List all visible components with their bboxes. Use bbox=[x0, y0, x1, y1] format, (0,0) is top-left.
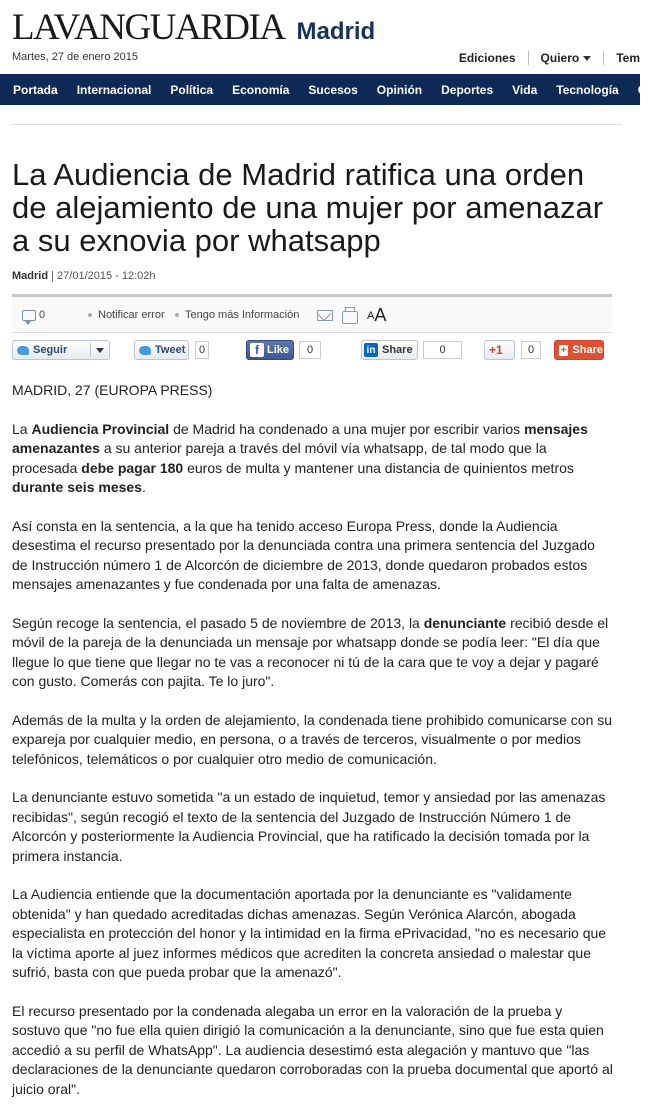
follow-button[interactable] bbox=[12, 340, 110, 360]
divider bbox=[12, 124, 622, 125]
dateline: MADRID, 27 (EUROPA PRESS) bbox=[12, 382, 213, 398]
nav-item-internacional[interactable]: Internacional bbox=[76, 82, 152, 97]
email-icon bbox=[317, 310, 333, 321]
email-button[interactable] bbox=[317, 310, 333, 321]
site-logo[interactable]: LAVANGUARDIA bbox=[12, 7, 285, 48]
linkedin-share-button[interactable] bbox=[361, 340, 418, 360]
paragraph-2: Así consta en la sentencia, a la que ha tenido acceso Europa Press, donde la Audiencia desestima el recurso presentado por la denunciada contra una primera sentencia del Juzgado de Instrucción número 1 de Alcorcón de diciembre de 2013, donde quedaron probados estos mensajes amenazantes y fue condenada por una falta de amenazas. bbox=[12, 517, 595, 593]
nav-item-portada[interactable]: Portada bbox=[13, 82, 58, 97]
twitter-icon bbox=[139, 346, 151, 355]
google-plus-icon: +1 bbox=[489, 343, 503, 357]
nav-item-politica[interactable]: Política bbox=[170, 82, 214, 97]
paragraph-4: Además de la multa y la orden de alejamiento, la condenada tiene prohibido comunicarse con su expareja por cualquier medio, en persona, o a través de terceros, visualmente o por medios telefónicos, telemáticos o por cualquier otro medio de comunicación. bbox=[12, 711, 613, 767]
facebook-like-button[interactable] bbox=[246, 340, 294, 360]
share-label: Share bbox=[572, 344, 603, 356]
text-run: Según recoge la sentencia, el pasado 5 de noviembre de 2013, la bbox=[12, 614, 424, 631]
quiero-menu[interactable] bbox=[529, 51, 605, 65]
text-run: La bbox=[12, 420, 32, 437]
comments-button[interactable] bbox=[22, 309, 45, 321]
print-button[interactable] bbox=[342, 311, 358, 324]
facebook-icon: f bbox=[250, 343, 264, 357]
follow-label: Seguir bbox=[33, 344, 68, 356]
bold-text: Audiencia Provincial bbox=[31, 420, 170, 437]
ediciones-link[interactable] bbox=[447, 51, 529, 65]
font-smaller-button[interactable]: A bbox=[367, 309, 375, 322]
paragraph-3 bbox=[12, 614, 614, 692]
nav-item-tecnologia[interactable]: Tecnología bbox=[556, 82, 619, 97]
text-run: de Madrid ha condenado a una mujer por escribir varios bbox=[169, 420, 525, 437]
comments-count: 0 bbox=[39, 309, 46, 321]
main-nav bbox=[0, 74, 658, 105]
bullet-icon bbox=[175, 313, 179, 317]
current-date: Martes, 27 de enero 2015 bbox=[12, 51, 138, 63]
report-error-label: Notificar error bbox=[98, 309, 165, 321]
google-plus-button[interactable] bbox=[484, 340, 515, 360]
like-label: Like bbox=[267, 344, 290, 356]
section-link[interactable]: Madrid bbox=[12, 270, 49, 282]
bold-text: debe pagar 180 bbox=[81, 459, 184, 476]
nav-item-vida[interactable]: Vida bbox=[512, 82, 538, 97]
comment-icon bbox=[22, 310, 36, 321]
font-larger-button[interactable]: A bbox=[374, 305, 387, 325]
byline: Madrid | 27/01/2015 - 12:02h bbox=[12, 270, 156, 282]
paragraph-7: El recurso presentado por la condenada alegaba un error en la valoración de la prueba y sostuvo que "no fue ella quien dirigió la comunicación a la denunciante, sino que fue esta quien accedió a su perfil de WhatsApp". La audiencia desestimó esta alegación y mantuvo que "las declaraciones de la denunciante quedaron corroboradas con la prueba documental que aportó al juicio oral". bbox=[12, 1002, 613, 1097]
more-info-label: Tengo más Información bbox=[185, 309, 300, 321]
twitter-icon bbox=[17, 346, 29, 355]
tweet-count: 0 bbox=[195, 341, 209, 359]
bullet-icon bbox=[88, 313, 92, 317]
chevron-down-icon bbox=[583, 56, 591, 61]
ediciones-label: Ediciones bbox=[458, 51, 516, 65]
bold-text: durante seis meses bbox=[12, 479, 142, 496]
divider bbox=[90, 343, 91, 357]
article-tools bbox=[12, 294, 612, 333]
share-button[interactable] bbox=[554, 340, 604, 360]
nav-item-cultura[interactable]: Cul bbox=[637, 82, 658, 97]
plus-icon: + bbox=[560, 344, 567, 356]
tweet-label: Tweet bbox=[155, 344, 186, 356]
share-bar bbox=[12, 340, 612, 362]
temas-link[interactable] bbox=[604, 51, 652, 65]
nav-item-sucesos[interactable]: Sucesos bbox=[308, 82, 358, 97]
text-run: a su anterior pareja a través del móvil vía whatsapp, de tal modo que la procesada bbox=[12, 440, 547, 476]
nav-item-opinion[interactable]: Opinión bbox=[376, 82, 423, 97]
edition-label[interactable]: Madrid bbox=[296, 18, 376, 45]
text-run: recibió desde el móvil de la pareja de la denunciada un mensaje por whatsapp donde se podía leer: "El día que llegue lo que tiene que llegar no te vas a reconocer ni tú de la cara que te voy a dejar y pagaré con gusto. Comerás con pajita. Te lo juro". bbox=[12, 614, 609, 690]
bold-text: mensajes amenazantes bbox=[12, 420, 588, 457]
linkedin-count: 0 bbox=[423, 341, 462, 359]
linkedin-icon: in bbox=[364, 343, 378, 357]
temas-label: Tem bbox=[616, 51, 640, 65]
report-error-link[interactable] bbox=[88, 309, 165, 321]
quiero-label: Quiero bbox=[540, 51, 580, 65]
like-count: 0 bbox=[299, 341, 321, 359]
more-info-link[interactable] bbox=[175, 309, 299, 321]
text-run: . bbox=[141, 479, 146, 496]
text-run: euros de multa y mantener una distancia de quinientos metros bbox=[183, 459, 574, 476]
paragraph-6: La Audiencia entiende que la documentación aportada por la denunciante es "validamente obtenida" y han quedado acreditadas dichas amenazas. Según Verónica Alarcón, abogada especialista en protección del honor y la intimidad en la firma ePrivacidad, "no es necesario que la víctima aporte al juez informes médicos que acrediten la concreta ansiedad o malestar que sufrió, basta con que pueda probar que la amenazó". bbox=[12, 886, 607, 981]
timestamp: 27/01/2015 - 12:02h bbox=[57, 270, 156, 282]
bold-text: denunciante bbox=[423, 614, 507, 631]
font-size-controls bbox=[367, 305, 386, 326]
paragraph-5: La denunciante estuvo sometida "a un estado de inquietud, temor y ansiedad por las amenazas recibidas", según recogió el texto de la sentencia del Juzgado de Instrucción Número 1 de Alcorcón y posteriormente la Audiencia Provincial, que ha ratificado la decisión tomada por la primera instancia. bbox=[12, 789, 606, 864]
tweet-button[interactable] bbox=[134, 340, 189, 360]
paragraph-1 bbox=[12, 420, 614, 498]
top-links bbox=[447, 51, 652, 65]
print-icon bbox=[342, 311, 358, 324]
masthead bbox=[12, 8, 375, 48]
article-title: La Audiencia de Madrid ratifica una orden de alejamiento de una mujer por amenazar a su exnovia por whatsapp bbox=[12, 157, 604, 258]
google-plus-count: 0 bbox=[521, 341, 541, 359]
linkedin-share-label: Share bbox=[382, 344, 413, 356]
nav-item-economia[interactable]: Economía bbox=[232, 82, 290, 97]
nav-item-deportes[interactable]: Deportes bbox=[441, 82, 494, 97]
chevron-down-icon bbox=[96, 348, 104, 353]
article-body bbox=[12, 381, 614, 1118]
